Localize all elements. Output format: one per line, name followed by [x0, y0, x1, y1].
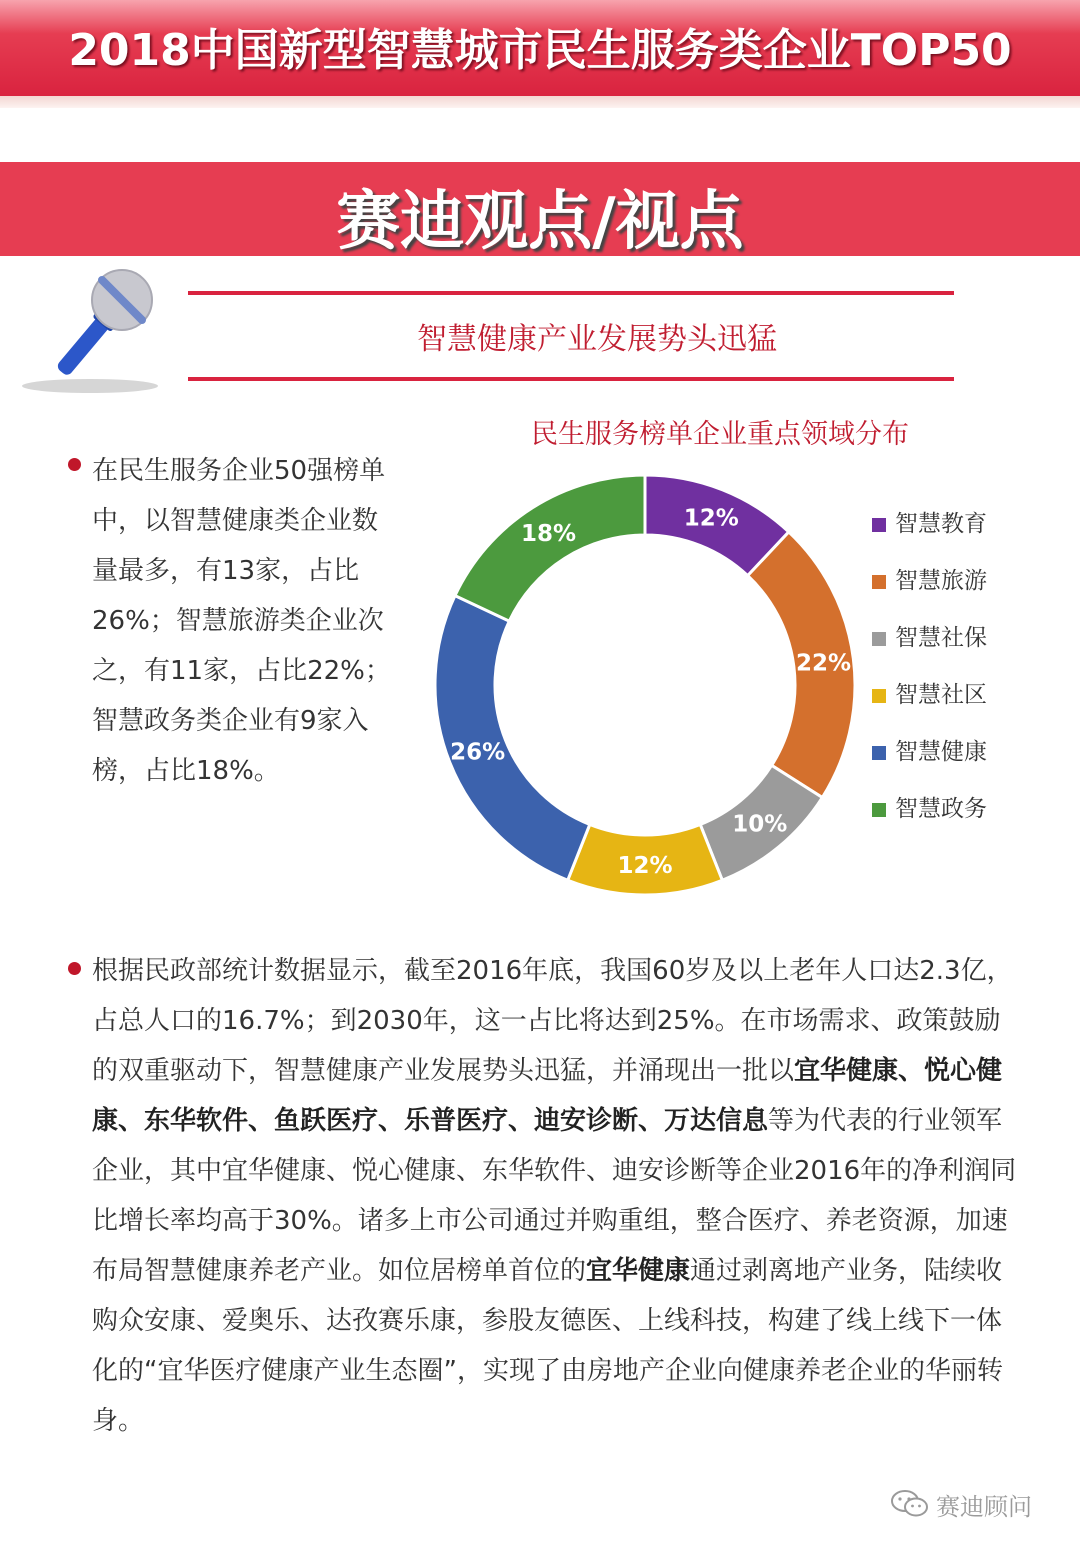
paragraph-summary: 在民生服务企业50强榜单中，以智慧健康类企业数量最多，有13家，占比26%；智慧旅游类企业次之，有11家，占比22%；智慧政务类企业有9家入榜，占比18%。: [92, 456, 391, 786]
paragraph-analysis: [92, 946, 1022, 1446]
donut-slice-4: [435, 596, 590, 881]
legend-label: 智慧旅游: [895, 568, 987, 594]
chart-title: 民生服务榜单企业重点领域分布: [531, 419, 909, 450]
subtitle-rule-bottom: [188, 377, 954, 381]
legend-item: [872, 508, 987, 565]
donut-label-1: 22%: [796, 650, 852, 677]
body-text: 等为代表的行业领军企业，其中宜华健康、悦心健康、东华软件、迪安诊断等企业2016年的净利润同比增长率均高于30%。诸多上市公司通过并购重组，整合医疗、养老资源，加速布局智慧健康养老产业。如位居榜单首位的: [92, 1106, 1017, 1286]
header-shadow: [0, 96, 1080, 108]
subtitle: 智慧健康产业发展势头迅猛: [417, 322, 777, 357]
highlight-text: 宜华健康、悦心健康、东华软件、鱼跃医疗、乐普医疗、迪安诊断、万达信息: [92, 1056, 1003, 1136]
legend-label: 智慧健康: [895, 739, 987, 765]
legend-item: [872, 622, 987, 679]
highlight-text: 宜华健康: [586, 1256, 691, 1286]
legend-label: 智慧教育: [895, 511, 987, 537]
section-title: 赛迪观点/视点: [336, 185, 744, 259]
donut-label-3: 12%: [617, 853, 673, 879]
page-title: 2018中国新型智慧城市民生服务类企业TOP50: [68, 25, 1012, 76]
wechat-icon: [890, 1489, 930, 1519]
legend-swatch: [872, 575, 886, 589]
subtitle-rule-top: [188, 291, 954, 295]
bullet-dot: [68, 458, 81, 471]
chart-legend: [872, 508, 987, 850]
legend-swatch: [872, 746, 886, 760]
watermark-label: 赛迪顾问: [936, 1492, 1032, 1521]
bullet-dot: [68, 962, 81, 975]
legend-item: [872, 793, 987, 850]
donut-label-5: 18%: [521, 521, 577, 548]
microphone-icon: [10, 266, 170, 396]
legend-item: [872, 565, 987, 622]
legend-swatch: [872, 689, 886, 703]
legend-item: [872, 679, 987, 736]
donut-label-2: 10%: [732, 811, 788, 838]
watermark: [890, 1484, 1070, 1524]
legend-item: [872, 736, 987, 793]
body-text: 根据民政部统计数据显示，截至2016年底，我国60岁及以上老年人口达2.3亿，占总人口的16.7%；到2030年，这一占比将达到25%。在市场需求、政策鼓励的双重驱动下，智慧健康产业发展势头迅猛，并涌现出一批以: [92, 956, 1013, 1086]
legend-swatch: [872, 632, 886, 646]
donut-slice-5: [455, 475, 645, 621]
body-text: 通过剥离地产业务，陆续收购众安康、爱奥乐、达孜赛乐康，参股友德医、上线科技，构建了线上线下一体化的“宜华医疗健康产业生态圈”，实现了由房地产企业向健康养老企业的华丽转身。: [92, 1256, 1003, 1436]
legend-swatch: [872, 803, 886, 817]
legend-label: 智慧社保: [895, 625, 987, 651]
legend-swatch: [872, 518, 886, 532]
legend-label: 智慧社区: [895, 682, 987, 708]
donut-chart: [420, 460, 870, 910]
donut-label-4: 26%: [450, 739, 506, 766]
donut-label-0: 12%: [683, 505, 739, 532]
legend-label: 智慧政务: [895, 796, 987, 822]
